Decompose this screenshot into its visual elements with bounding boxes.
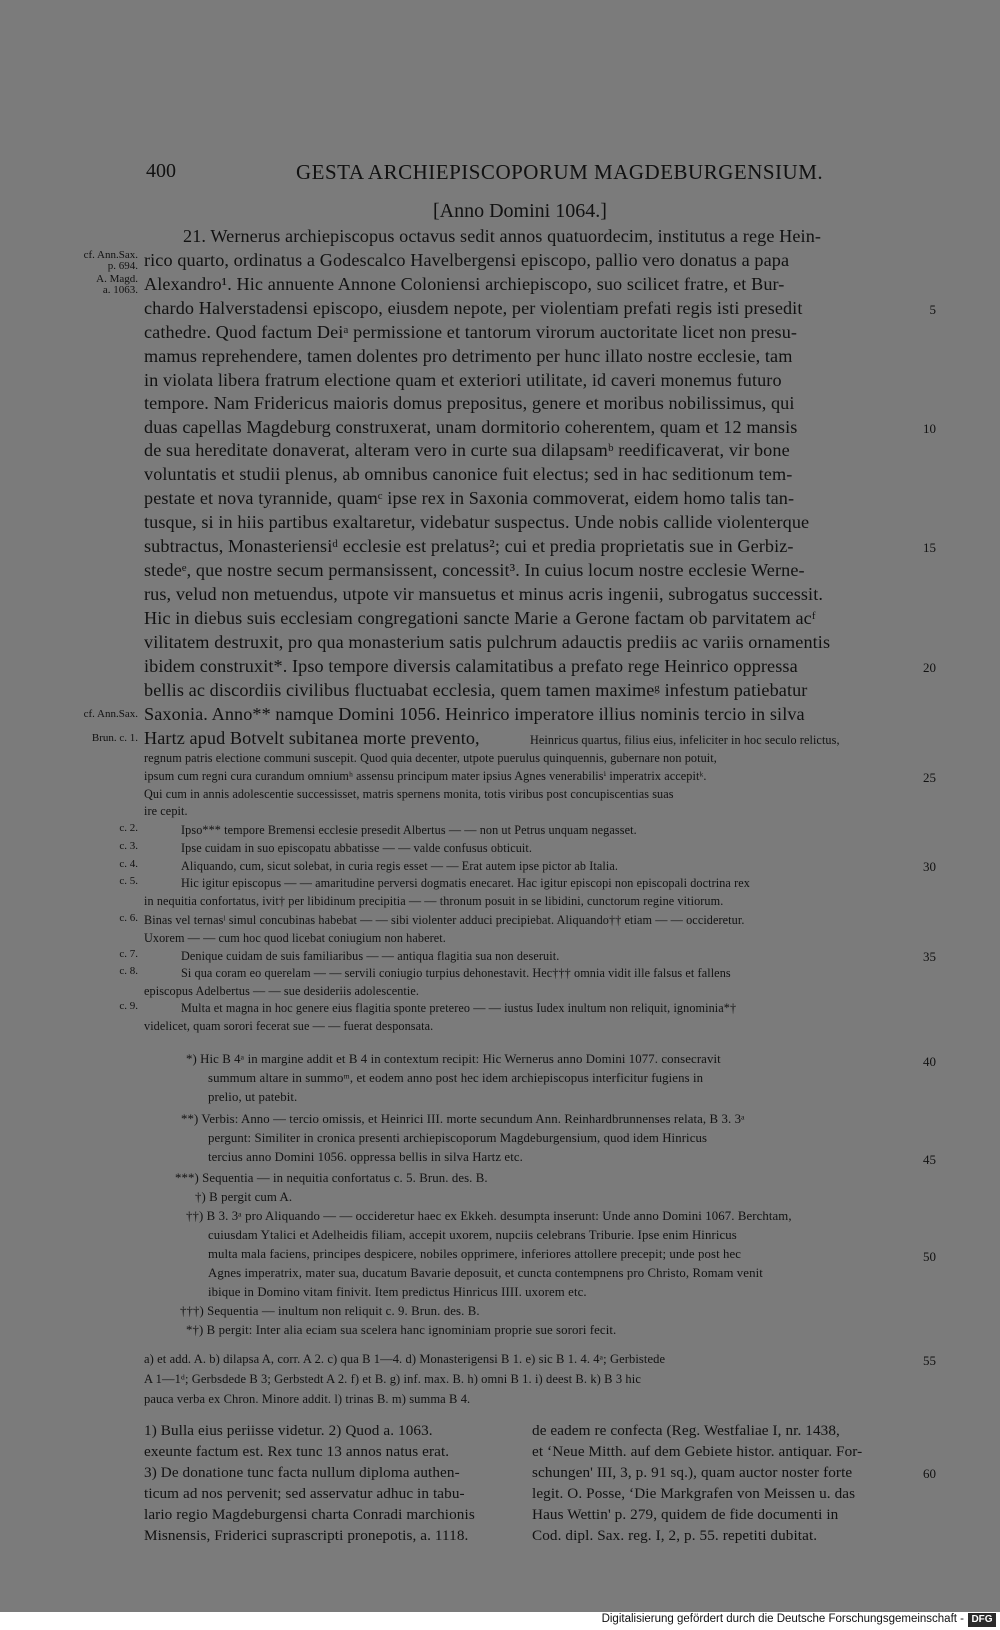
text-line: cathedre. Quod factum Deiᵃ permissione et tantorum virorum auctoritate licet non presu- — [144, 322, 798, 342]
excerpt-line: Uxorem — — cum hoc quod licebat coniugium non haberet. — [144, 931, 446, 945]
line-number: 15 — [923, 540, 936, 555]
footnote-line: legit. O. Posse, ʻDie Markgrafen von Meissen u. das — [532, 1485, 856, 1502]
year-heading: [Anno Domini 1064.] — [433, 200, 607, 222]
text-line: tempore. Nam Fridericus maioris domus prepositus, genere et moribus nobilissimus, qui — [144, 393, 795, 413]
footnote-line: lario regio Magdeburgensi charta Conradi marchionis — [144, 1506, 475, 1523]
excerpt-line: Hic igitur episcopus — — amaritudine perversi dogmatis enecaret. Hac igitur episcopi non episcopali doctrina rex — [181, 876, 750, 890]
running-title: GESTA ARCHIEPISCOPORUM MAGDEBURGENSIUM. — [296, 160, 824, 184]
footer-credit: Digitalisierung gefördert durch die Deutsche Forschungsgemeinschaft - — [601, 1613, 964, 1625]
excerpt-line: in nequitia confortatus, ivit† per libidinum precipitia — — thronum posuit in se libidini, cunctorum regine vitiorum. — [144, 894, 724, 908]
text-line: de sua hereditate donaverat, alteram vero in curte sua dilapsamᵇ reedificaverat, vir bone — [144, 440, 790, 460]
note-line: *) Hic B 4ᵃ in margine addit et B 4 in contextum recipit: Hic Wernerus anno Domini 1077. consecravit — [186, 1052, 721, 1066]
margin-note: Brun. c. 1. — [91, 732, 138, 744]
note-line: Agnes imperatrix, mater sua, ducatum Bavarie deposuit, et cuncta contempnens pro Christo, Romam venit — [208, 1266, 763, 1280]
text-line: subtractus, Monasteriensiᵈ ecclesie est prelatus²; cui et predia proprietatis sue in Gerbiz- — [144, 536, 794, 556]
excerpt-line: ire cepit. — [144, 804, 188, 818]
text-line: Hartz apud Botvelt subitanea morte prevento, — [144, 728, 480, 748]
note-line: ***) Sequentia — in nequitia confortatus c. 5. Brun. des. B. — [175, 1171, 488, 1185]
excerpt-line: Qui cum in annis adolescentie successisset, matris spernens monita, totis viribus post concupiscentias suas — [144, 787, 674, 801]
text-line: in violata libera fratrum electione quam et exteriori utilitate, id caveri monemus futuro — [144, 370, 782, 390]
line-number: 45 — [923, 1152, 936, 1167]
note-line: cuiusdam Ytalici et Adelheidis filiam, accepit uxorem, nupciis celebrans Triburie. Ipse enim Hinricus — [208, 1228, 737, 1242]
footnote-line: ticum ad nos pervenit; sed asservatur adhuc in tabu- — [144, 1485, 465, 1502]
footnote-line: de eadem re confecta (Reg. Westfaliae I, nr. 1438, — [532, 1422, 840, 1439]
footnote-line: Cod. dipl. Sax. reg. I, 2, p. 55. repetiti dubitat. — [532, 1527, 818, 1544]
chapter-ref: c. 2. — [119, 822, 138, 834]
text-line: tusque, si in hiis partibus exaltaretur, videbatur suspectus. Unde nobis callide violenterque — [144, 512, 810, 532]
margin-note: cf. Ann.Sax. — [83, 708, 138, 720]
excerpt-line: regnum patris electione communi suscepit. Quod quia decenter, utpote puerulus quinquennis, gubernare non potuit, — [144, 751, 717, 765]
chapter-ref: c. 8. — [119, 965, 138, 977]
note-line: ibique in Domino vitam finivit. Item predictus Hinricus IIII. uxorem etc. — [208, 1285, 587, 1299]
margin-note: p. 694. — [107, 260, 138, 272]
text-line: Hic in diebus suis ecclesiam congregationi sancte Marie a Gerone factam ob parvitatem acᶠ — [144, 608, 816, 628]
margin-note: a. 1063. — [102, 284, 138, 296]
excerpt-line: Si qua coram eo querelam — — servili coniugio turpius dehonestavit. Hec††† omnia vidit ille falsus et fallens — [181, 966, 731, 980]
text-line: rus, velud non metuendus, utpote vir mansuetus et minus acris ingenii, subrogatus successit. — [144, 584, 824, 604]
text-line: vilitatem destruxit, pro qua monasterium satis pulchrum adauctis prediis ac variis ornamentis — [144, 632, 831, 652]
excerpt-line: videlicet, quam sorori fecerat sue — — fuerat desponsata. — [144, 1019, 434, 1033]
line-number: 5 — [929, 302, 936, 317]
text-line: chardo Halverstadensi episcopo, eiusdem nepote, per violentiam prefati regis isti presedit — [144, 298, 803, 318]
line-number: 35 — [923, 949, 936, 964]
footnote-line: exeunte factum est. Rex tunc 13 annos natus erat. — [144, 1443, 450, 1460]
footnote-line: 1) Bulla eius periisse videtur. 2) Quod a. 1063. — [144, 1422, 433, 1439]
text-line: bellis ac discordiis civilibus fluctuabat ecclesia, quem tamen maximeᵍ infestum patiebatur — [144, 680, 808, 700]
line-number: 50 — [923, 1249, 936, 1264]
text-line: voluntatis et studii plenus, ab omnibus canonice fuit electus; sed in hac seditionum tem- — [144, 464, 793, 484]
note-line: tercius anno Domini 1056. oppressa bellis in silva Hartz etc. — [208, 1150, 523, 1164]
note-line: †††) Sequentia — inultum non reliquit c. 9. Brun. des. B. — [180, 1304, 480, 1318]
note-line: multa mala faciens, principes despicere, nobiles opprimere, inferiores attollere precepit; unde post hec — [208, 1247, 742, 1261]
excerpt-line: Binas vel ternasˡ simul concubinas habebat — — sibi violenter adduci precipiebat. Aliquando†† etiam — — occideretur. — [144, 913, 745, 927]
chapter-ref: c. 7. — [119, 948, 138, 960]
apparatus-line: A 1—1ᵈ; Gerbsdede B 3; Gerbstedt A 2. f) et B. g) inf. max. B. h) omni B 1. i) deest B. k) B 3 hic — [144, 1372, 641, 1386]
footnote-line: 3) De donatione tunc facta nullum diploma authen- — [144, 1464, 460, 1481]
excerpt-line: Ipse cuidam in suo episcopatu abbatisse — — valde confusus obticuit. — [181, 841, 533, 855]
note-line: ††) B 3. 3ᵃ pro Aliquando — — occideretur haec ex Ekkeh. desumpta inserunt: Unde anno Domini 1067. Berchtam, — [186, 1209, 792, 1223]
text-line: 21. Wernerus archiepiscopus octavus sedit annos quatuordecim, institutus a rege Hein- — [183, 226, 822, 246]
line-number: 10 — [923, 421, 936, 436]
note-line: **) Verbis: Anno — tercio omissis, et Heinrici III. morte secundum Ann. Reinhardbrunnenses relata, B 3. 3ᵃ — [181, 1112, 745, 1126]
page-number: 400 — [146, 160, 176, 182]
note-line: prelio, ut patebit. — [208, 1090, 298, 1104]
line-number: 30 — [923, 859, 936, 874]
chapter-ref: c. 5. — [119, 875, 138, 887]
note-line: summum altare in summoᵐ, et eodem anno post hec idem archiepiscopus interficitur fugiens in — [208, 1071, 704, 1085]
line-number: 55 — [923, 1353, 936, 1368]
text-line: Saxonia. Anno** namque Domini 1056. Heinrico imperatore illius nominis tercio in silva — [144, 704, 805, 724]
footnote-line: et ʻNeue Mitth. auf dem Gebiete histor. antiquar. For- — [532, 1443, 863, 1460]
text-line: stedeᵉ, que nostre secum permansissent, concessit³. In cuius locum nostre ecclesie Werne- — [144, 560, 805, 580]
chapter-ref: c. 3. — [119, 840, 138, 852]
text-line: Alexandro¹. Hic annuente Annone Coloniensi archiepiscopo, suo scilicet fratre, et Bur- — [144, 274, 785, 294]
excerpt-line: Multa et magna in hoc genere eius flagitia sponte pretereo — — iustus Iudex inultum non reliquit, ignominia*† — [181, 1001, 737, 1015]
chapter-ref: c. 6. — [119, 912, 138, 924]
excerpt-line: Ipso*** tempore Bremensi ecclesie presedit Albertus — — non ut Petrus unquam negasset. — [181, 823, 637, 837]
chapter-ref: c. 9. — [119, 1000, 138, 1012]
text-line: pestate et nova tyrannide, quamᶜ ipse rex in Saxonia commoverat, eidem homo talis tan- — [144, 488, 795, 508]
footnote-line: schungen' III, 3, p. 91 sq.), quam auctor noster forte — [532, 1464, 853, 1481]
text-line: ibidem construxit*. Ipso tempore diversis calamitatibus a prefato rege Heinrico oppressa — [144, 656, 798, 676]
text-line: duas capellas Magdeburg construxerat, unam dormitorio coherentem, quam et 12 mansis — [144, 417, 798, 437]
margin-note: cf. Ann.Sax. — [83, 249, 138, 261]
note-line: †) B pergit cum A. — [195, 1190, 293, 1204]
text-line: mamus reprehendere, tamen dolentes pro detrimento per hunc illato nostre ecclesie, tam — [144, 346, 793, 366]
note-line: pergunt: Similiter in cronica presenti archiepiscoporum Magdeburgensium, quod idem Hinricus — [208, 1131, 708, 1145]
line-number: 20 — [923, 660, 936, 675]
excerpt-line: Aliquando, cum, sicut solebat, in curia regis esset — — Erat autem ipse pictor ab Italia. — [181, 859, 619, 873]
excerpt-line: ipsum cum regni cura curandum omniumʰ assensu principum mater ipsius Agnes venerabilisⁱ imperatrix accepitᵏ. — [144, 769, 707, 783]
chapter-ref: c. 4. — [119, 858, 138, 870]
margin-note: A. Magd. — [96, 273, 138, 285]
line-number: 60 — [923, 1466, 936, 1481]
apparatus-line: pauca verba ex Chron. Minore addit. l) trinas B. m) summa B 4. — [144, 1392, 471, 1406]
apparatus-line: a) et add. A. b) dilapsa A, corr. A 2. c) qua B 1—4. d) Monasterigensi B 1. e) sic B 1. 4. 4ᵃ; Gerbistede — [144, 1352, 666, 1366]
line-number: 40 — [923, 1054, 936, 1069]
text-line: rico quarto, ordinatus a Godescalco Havelbergensi episcopo, pallio vero donatus a papa — [144, 250, 790, 270]
line-number: 25 — [923, 770, 936, 785]
excerpt-line: Denique cuidam de suis familiaribus — — antiqua flagitia sua non deseruit. — [181, 949, 560, 963]
excerpt-line: Heinricus quartus, filius eius, infeliciter in hoc seculo relictus, — [530, 733, 840, 747]
footnote-line: Misnensis, Friderici suprascripti pronepotis, a. 1118. — [144, 1527, 469, 1544]
footnote-line: Haus Wettin' p. 279, quidem de fide documenti in — [532, 1506, 839, 1523]
dfg-logo-icon: DFG — [968, 1613, 996, 1627]
note-line: *†) B pergit: Inter alia eciam sua scelera hanc ignominiam proprie sue sorori fecit. — [186, 1323, 617, 1337]
excerpt-line: episcopus Adelbertus — — sue desideriis adolescentie. — [144, 984, 420, 998]
